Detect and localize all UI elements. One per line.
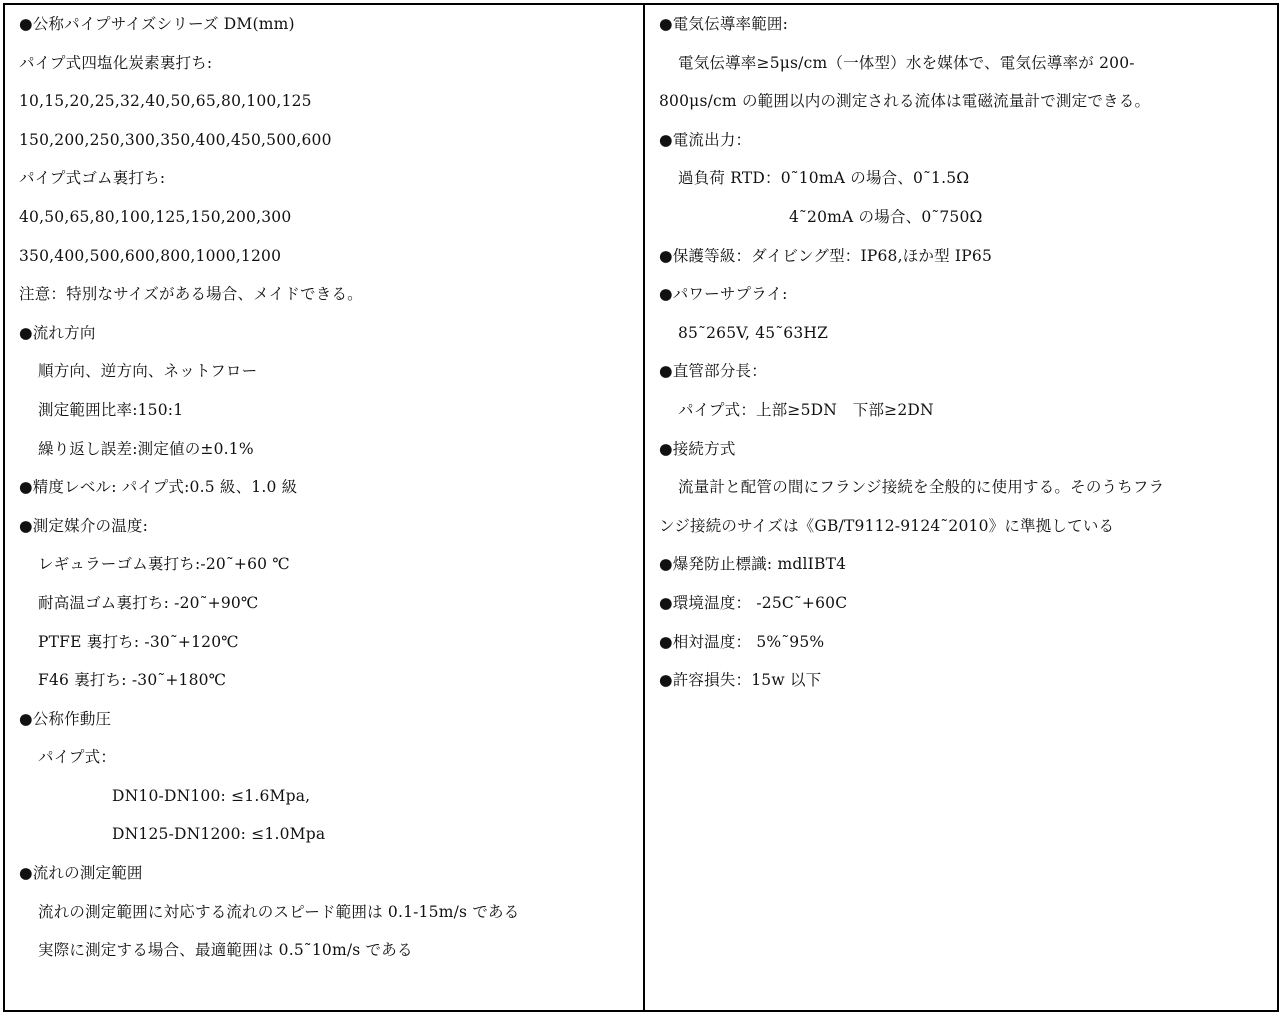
section-heading: ●流れ方向: [19, 323, 96, 342]
section-heading: ●保護等級：ダイビング型：IP68,ほか型 IP65: [659, 246, 993, 265]
spec-line: F46 裏打ち: -30˜+180℃: [38, 671, 227, 690]
section-heading: ●直管部分長：: [659, 362, 767, 381]
section-heading: ●パワーサプライ:: [659, 285, 788, 304]
spec-line: 85˜265V, 45˜63HZ: [678, 323, 829, 342]
spec-line: 注意：特別なサイズがある場合、メイドできる。: [19, 285, 363, 304]
spec-line: ンジ接続のサイズは《GB/T9112-9124˜2010》に準拠している: [659, 516, 1115, 535]
spec-line: 800μs/cm の範囲以内の測定される流体は電磁流量計で測定できる。: [659, 92, 1151, 111]
spec-line: 10,15,20,25,32,40,50,65,80,100,125: [19, 92, 312, 111]
spec-line: DN125-DN1200: ≤1.0Mpa: [112, 825, 326, 844]
section-heading: ●流れの測定範囲: [19, 864, 143, 883]
section-heading: ●相対温度： 5%˜95%: [659, 632, 825, 651]
spec-sheet: [3, 3, 1279, 1012]
spec-line: 流れの測定範囲に対応する流れのスピード範囲は 0.1-15m/s である: [38, 902, 520, 921]
spec-line: 流量計と配管の間にフランジ接続を全般的に使用する。そのうちフラ: [678, 478, 1165, 497]
spec-line: 実際に測定する場合、最適範囲は 0.5˜10m/s である: [38, 941, 413, 960]
spec-line: 順方向、逆方向、ネットフロー: [38, 362, 258, 381]
section-heading: ●電流出力：: [659, 130, 752, 149]
spec-line: レギュラーゴム裏打ち:-20˜+60 ℃: [38, 555, 290, 574]
spec-line: パイプ式：: [38, 748, 117, 767]
section-heading: ●公称作動圧: [19, 709, 112, 728]
section-heading: ●許容損失：15w 以下: [659, 671, 822, 690]
spec-line: 耐高温ゴム裏打ち: -20˜+90℃: [38, 593, 259, 612]
spec-line: パイプ式：上部≥5DN 下部≥2DN: [678, 400, 934, 419]
spec-line: PTFE 裏打ち: -30˜+120℃: [38, 632, 239, 651]
spec-line: ●公称パイプサイズシリーズ DM(mm): [19, 15, 295, 33]
left-column: [5, 5, 645, 1010]
spec-line: 過負荷 RTD：0˜10mA の場合、0˜1.5Ω: [678, 169, 970, 188]
section-heading: ●精度レベル: パイプ式:0.5 級、1.0 級: [19, 478, 298, 497]
spec-line: 350,400,500,600,800,1000,1200: [19, 246, 282, 265]
spec-line: 4˜20mA の場合、0˜750Ω: [789, 207, 983, 226]
spec-line: 150,200,250,300,350,400,450,500,600: [19, 130, 332, 149]
spec-line: 測定範囲比率:150:1: [38, 400, 184, 419]
spec-line: 繰り返し誤差:測定値の±0.1%: [38, 439, 254, 458]
section-heading: ●接続方式: [659, 439, 736, 458]
section-heading: ●測定媒介の温度:: [19, 516, 149, 535]
section-heading: ●爆発防止標識: mdlIBT4: [659, 555, 847, 574]
spec-line: 電気伝導率≥5μs/cm（一体型）水を媒体で、電気伝導率が 200-: [678, 53, 1135, 72]
spec-line: パイプ式四塩化炭素裏打ち:: [19, 53, 213, 72]
spec-line: DN10-DN100: ≤1.6Mpa,: [112, 786, 311, 805]
right-column: [645, 5, 1277, 1010]
spec-line: 40,50,65,80,100,125,150,200,300: [19, 207, 292, 226]
section-heading: ●環境温度： -25C˜+60C: [659, 593, 848, 612]
spec-line: パイプ式ゴム裏打ち:: [19, 169, 166, 188]
section-heading: ●電気伝導率範囲:: [659, 15, 789, 33]
